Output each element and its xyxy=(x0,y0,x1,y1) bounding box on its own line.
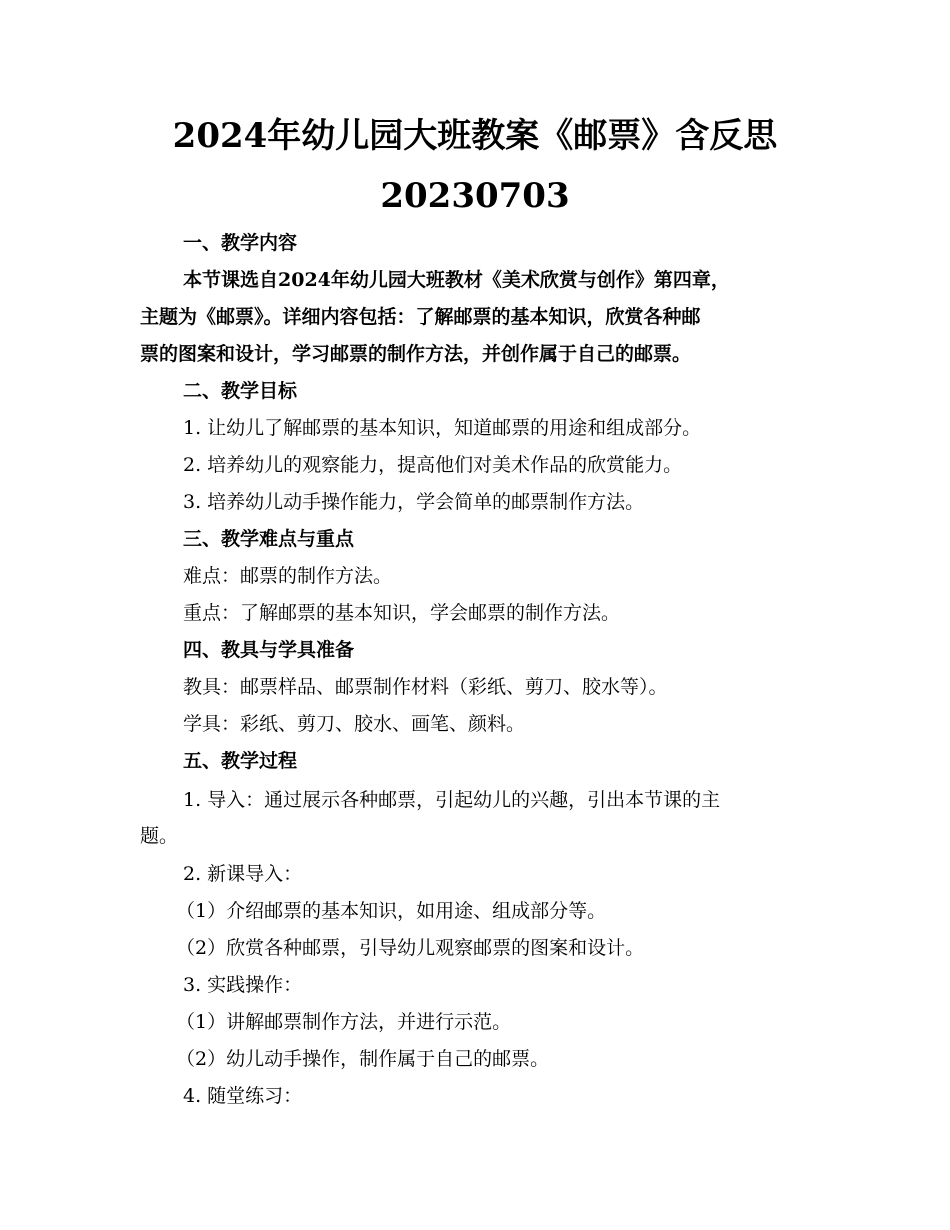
section-heading-teaching-content: 一、教学内容 xyxy=(183,232,298,254)
document-title: 2024年幼儿园大班教案《邮票》含反思 xyxy=(172,116,778,156)
sub-list-item: （1）介绍邮票的基本知识，如用途、组成部分等。 xyxy=(176,900,607,922)
paragraph-line: 重点：了解邮票的基本知识，学会邮票的制作方法。 xyxy=(183,602,621,624)
list-item-continuation: 题。 xyxy=(140,825,179,847)
document-title-date: 20230703 xyxy=(380,176,570,216)
sub-list-item: （2）幼儿动手操作，制作属于自己的邮票。 xyxy=(176,1048,550,1070)
section-heading-materials: 四、教具与学具准备 xyxy=(183,639,355,661)
paragraph-line: 学具：彩纸、剪刀、胶水、画笔、颜料。 xyxy=(183,713,526,735)
sub-list-item: （2）欣赏各种邮票，引导幼儿观察邮票的图案和设计。 xyxy=(176,937,645,959)
list-item: 2. 培养幼儿的观察能力，提高他们对美术作品的欣赏能力。 xyxy=(183,454,683,476)
sub-list-item: （1）讲解邮票制作方法，并进行示范。 xyxy=(176,1011,512,1033)
list-item: 1. 让幼儿了解邮票的基本知识，知道邮票的用途和组成部分。 xyxy=(183,417,702,439)
list-item: 3. 培养幼儿动手操作能力，学会简单的邮票制作方法。 xyxy=(183,491,645,513)
paragraph-line: 教具：邮票样品、邮票制作材料（彩纸、剪刀、胶水等）。 xyxy=(183,676,668,698)
section-heading-difficulties-and-keys: 三、教学难点与重点 xyxy=(183,528,355,550)
list-item: 2. 新课导入： xyxy=(183,863,303,885)
list-item: 4. 随堂练习： xyxy=(183,1085,303,1107)
section-heading-teaching-goals: 二、教学目标 xyxy=(183,380,298,402)
section-heading-teaching-process: 五、教学过程 xyxy=(183,750,298,772)
list-item: 3. 实践操作： xyxy=(183,974,303,996)
list-item: 1. 导入：通过展示各种邮票，引起幼儿的兴趣，引出本节课的主 xyxy=(183,789,721,811)
paragraph-line: 票的图案和设计，学习邮票的制作方法，并创作属于自己的邮票。 xyxy=(140,343,692,365)
paragraph-line: 难点：邮票的制作方法。 xyxy=(183,565,393,587)
paragraph-line: 主题为《邮票》。详细内容包括：了解邮票的基本知识，欣赏各种邮 xyxy=(140,306,701,328)
paragraph-line: 本节课选自2024年幼儿园大班教材《美术欣赏与创作》第四章， xyxy=(183,269,730,291)
